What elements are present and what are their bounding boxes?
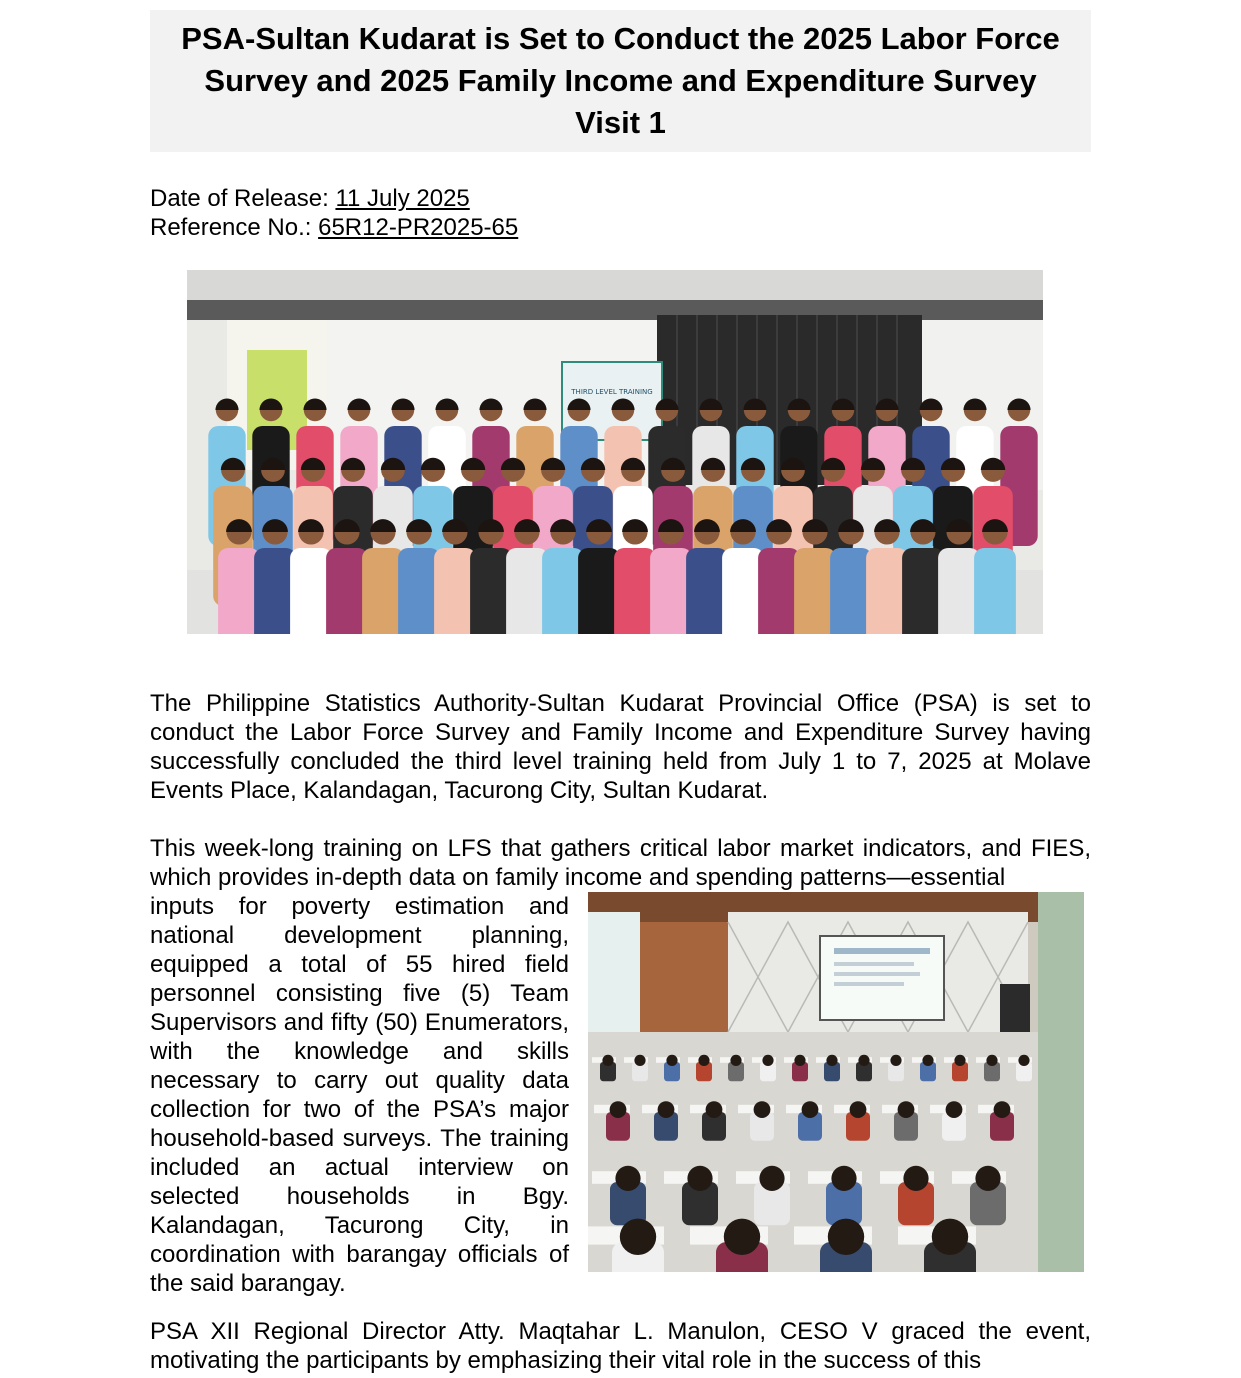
reference-label: Reference No.:: [150, 214, 319, 241]
paragraph-1: The Philippine Statistics Authority-Sultan Kudarat Provincial Office (PSA) is set to conduct the Labor Force Survey and Family Income and Expenditure Survey having successfully concluded the third level training held from July 1 to 7, 2025 at Molave Events Place, Kalandagan, Tacurong City, Sultan Kudarat.: [150, 690, 1091, 804]
page-title: PSA-Sultan Kudarat is Set to Conduct the 2025 Labor Force Survey and 2025 Family Income and Expenditure Survey Visit 1: [181, 21, 1060, 140]
reference-line: [150, 213, 1091, 242]
paragraph-2-wrap: [150, 892, 1091, 1297]
release-meta: [150, 184, 1091, 242]
reference-value: 65R12-PR2025-65: [318, 214, 519, 241]
press-release: [150, 10, 1091, 1375]
title-banner: [150, 10, 1091, 152]
paragraph-3: PSA XII Regional Director Atty. Maqtahar L. Manulon, CESO V graced the event, motivating the participants by emphasizing their vital role in the success of this: [150, 1318, 1091, 1374]
paragraph-2-body: inputs for poverty estimation and national development planning, equipped a total of 55 hired field personnel consisting five (5) Team Supervisors and fifty (50) Enumerators, with the knowledge and skills necessary to carry out quality data collection for two of the PSA’s major household-based surveys. The training included an actual interview on selected households in Bgy. Kalandagan, Tacurong City, in coordination with barangay officials of the said barangay.: [150, 893, 569, 1297]
banner-text: THIRD LEVEL TRAINING: [571, 388, 653, 396]
paragraph-2-lead: This week-long training on LFS that gathers critical labor market indicators, and FIES, which provides in-depth data on family income and spending patterns—essential: [150, 835, 1091, 891]
release-date-label: Date of Release:: [150, 185, 336, 212]
group-photo: [187, 270, 1043, 634]
training-photo: [588, 892, 1084, 1272]
release-date-value: 11 July 2025: [335, 185, 470, 212]
release-date-line: [150, 184, 1091, 213]
